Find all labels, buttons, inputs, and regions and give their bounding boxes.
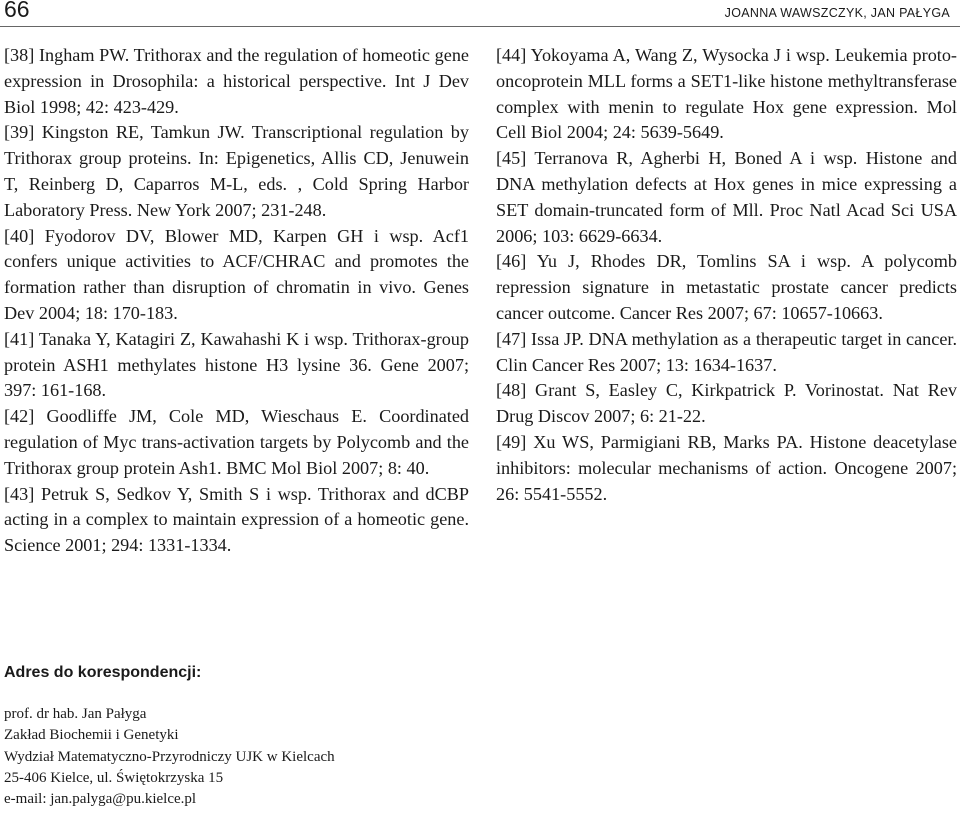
reference-42: [42] Goodliffe JM, Cole MD, Wieschaus E. Coordinated regulation of Myc trans-activation targets by Polycomb and the Trithorax group protein Ash1. BMC Mol Biol 2007; 8: 40. [4,406,469,478]
reference-45: [45] Terranova R, Agherbi H, Boned A i wsp. Histone and DNA methylation defects at Hox genes in mice expressing a SET domain-truncated form of Mll. Proc Natl Acad Sci USA 2006; 103: 6629-6634. [496,148,957,246]
running-head: JOANNA WAWSZCZYK, JAN PAŁYGA [724,6,950,20]
reference-49: [49] Xu WS, Parmigiani RB, Marks PA. Histone deacetylase inhibitors: molecular mechanisms of action. Oncogene 2007; 26: 5541-5552. [496,431,957,504]
reference-38: [38] Ingham PW. Trithorax and the regulation of homeotic gene expression in Drosophila: a historical perspective. Int J Dev Biol 1998; 42: 423-429. [4,45,469,117]
correspondence-heading: Adres do korespondencji: [4,664,202,681]
reference-41: [41] Tanaka Y, Katagiri Z, Kawahashi K i wsp. Trithorax-group protein ASH1 methylates histone H3 lysine 36. Gene 2007; 397: 161-168. [4,328,469,401]
reference-46: [46] Yu J, Rhodes DR, Tomlins SA i wsp. A polycomb repression signature in metastatic prostate cancer predicts cancer outcome. Cancer Res 2007; 67: 10657-10663. [496,251,957,323]
reference-39: [39] Kingston RE, Tamkun JW. Transcriptional regulation by Trithorax group proteins. In: Epigenetics, Allis CD, Jenuwein T, Reinberg D, Caparros M-L, eds. , Cold Spring Harbor Laboratory Press. New York 2007; 231-248. [4,122,469,220]
header-rule [0,26,960,27]
correspondence-block [4,664,604,810]
correspondence-faculty: Wydział Matematyczno-Przyrodniczy UJK w Kielcach [4,748,335,765]
reference-43: [43] Petruk S, Sedkov Y, Smith S i wsp. Trithorax and dCBP acting in a complex to maintain expression of a homeotic gene. Science 2001; 294: 1331-1334. [4,483,469,556]
correspondence-address: 25-406 Kielce, ul. Świętokrzyska 15 [4,769,224,786]
correspondence-name: prof. dr hab. Jan Pałyga [4,706,147,722]
references-right-column [496,43,957,507]
reference-48: [48] Grant S, Easley C, Kirkpatrick P. Vorinostat. Nat Rev Drug Discov 2007; 6: 21-22. [496,380,957,427]
reference-44: [44] Yokoyama A, Wang Z, Wysocka J i wsp. Leukemia proto-oncoprotein MLL forms a SET1-like histone methyltransferase complex with menin to regulate Hox gene expression. Mol Cell Biol 2004; 24: 5639-5649. [496,45,957,143]
reference-47: [47] Issa JP. DNA methylation as a therapeutic target in cancer. Clin Cancer Res 2007; 13: 1634-1637. [496,328,957,375]
page-number: 66 [4,0,30,22]
reference-40: [40] Fyodorov DV, Blower MD, Karpen GH i wsp. Acf1 confers unique activities to ACF/CHRAC and promotes the formation rather than disruption of chromatin in vivo. Genes Dev 2004; 18: 170-183. [4,225,469,323]
correspondence-email: e-mail: jan.palyga@pu.kielce.pl [4,791,197,808]
correspondence-department: Zakład Biochemii i Genetyki [4,727,179,744]
references-left-column [4,43,469,559]
